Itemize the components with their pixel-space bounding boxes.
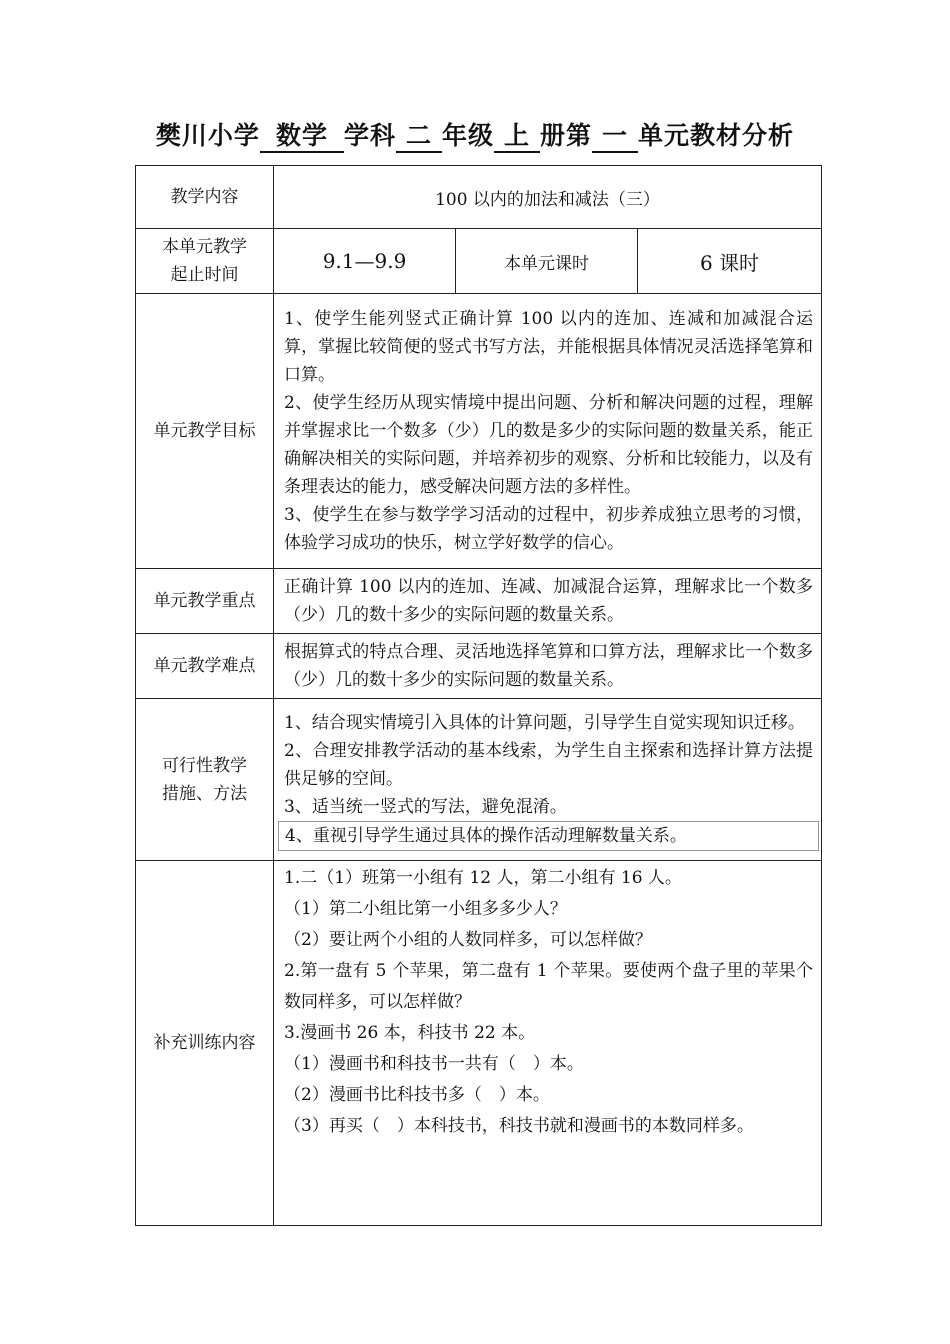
method-item: 2、合理安排教学活动的基本线索，为学生自主探索和选择计算方法提供足够的空间。 [284,740,814,789]
title-volume-label: 册第 [540,121,593,150]
exercises-label: 补充训练内容 [136,861,274,1226]
exercise-item: （2）要让两个小组的人数同样多，可以怎样做？ [284,930,652,950]
time-label-line2: 起止时间 [170,265,239,285]
exercises-content [274,861,822,1226]
title-grade-label: 年级 [441,121,494,150]
row-exercises [136,861,822,1226]
content-value: 100 以内的加法和减法（三） [274,166,822,229]
title-volume-value: 上 [494,121,540,153]
methods-label-line1: 可行性教学 [162,755,247,776]
goal-item: 3、使学生在参与数学学习活动的过程中，初步养成独立思考的习惯，体验学习成功的快乐，树立学好数学的信心。 [284,505,814,553]
content-label: 教学内容 [136,166,274,229]
analysis-table [135,165,822,1226]
row-difficulty [136,634,822,699]
methods-content [274,699,822,861]
row-goals [136,294,822,569]
row-methods [136,699,822,861]
methods-label-line2: 措施、方法 [162,783,247,804]
hours-value: 6 课时 [638,229,822,294]
goal-item: 2、使学生经历从现实情境中提出问题、分析和解决问题的过程，理解并掌握求比一个数多（少）几的数是多少的实际问题的数量关系，能正确解决相关的实际问题，并培养初步的观察、分析和比较能力，以及有条理表达的能力，感受解决问题方法的多样性。 [284,393,814,497]
row-key [136,569,822,634]
exercise-item: 1.二（1）班第一小组有 12 人，第二小组有 16 人。 [284,868,682,888]
exercise-item: （2）漫画书比科技书多（ ）本。 [284,1085,550,1105]
exercise-item: （1）漫画书和科技书一共有（ ）本。 [284,1054,584,1074]
goals-content [274,294,822,569]
exercise-item: 3.漫画书 26 本，科技书 22 本。 [284,1023,536,1043]
title-unit-value: 一 [592,121,638,153]
difficulty-value: 根据算式的特点合理、灵活地选择笔算和口算方法，理解求比一个数多（少）几的数十多少的实际问题的数量关系。 [274,634,822,699]
title-subject-value: 数学 [260,121,344,153]
key-label: 单元教学重点 [136,569,274,634]
time-label [136,229,274,294]
row-time [136,229,822,294]
method-item: 1、结合现实情境引入具体的计算问题，引导学生自觉实现知识迁移。 [284,712,805,733]
exercise-item: （1）第二小组比第一小组多多少人？ [284,899,567,919]
title-subject-label: 学科 [343,121,396,150]
method-item: 3、适当统一竖式的写法，避免混淆。 [284,796,567,817]
title-school: 樊川小学 [155,121,260,150]
method-item: 4、重视引导学生通过具体的操作活动理解数量关系。 [278,821,819,851]
time-value: 9.1—9.9 [274,229,456,294]
methods-label [136,699,274,861]
title-unit-label: 单元教材分析 [638,121,795,150]
row-content [136,166,822,229]
hours-label: 本单元课时 [456,229,638,294]
goal-item: 1、使学生能列竖式正确计算 100 以内的连加、连减和加减混合运算，掌握比较简便的竖式书写方法，并能根据具体情况灵活选择笔算和口算。 [284,309,814,385]
goals-label: 单元教学目标 [136,294,274,569]
key-value: 正确计算 100 以内的连加、连减、加减混合运算，理解求比一个数多（少）几的数十多少的实际问题的数量关系。 [274,569,822,634]
time-label-line1: 本单元教学 [162,237,247,257]
document-title [0,116,950,153]
difficulty-label: 单元教学难点 [136,634,274,699]
title-grade-value: 二 [396,121,442,153]
exercise-item: （3）再买（ ）本科技书，科技书就和漫画书的本数同样多。 [284,1116,754,1136]
exercise-item: 2.第一盘有 5 个苹果，第二盘有 1 个苹果。要使两个盘子里的苹果个数同样多，可以怎样做？ [284,961,814,1012]
